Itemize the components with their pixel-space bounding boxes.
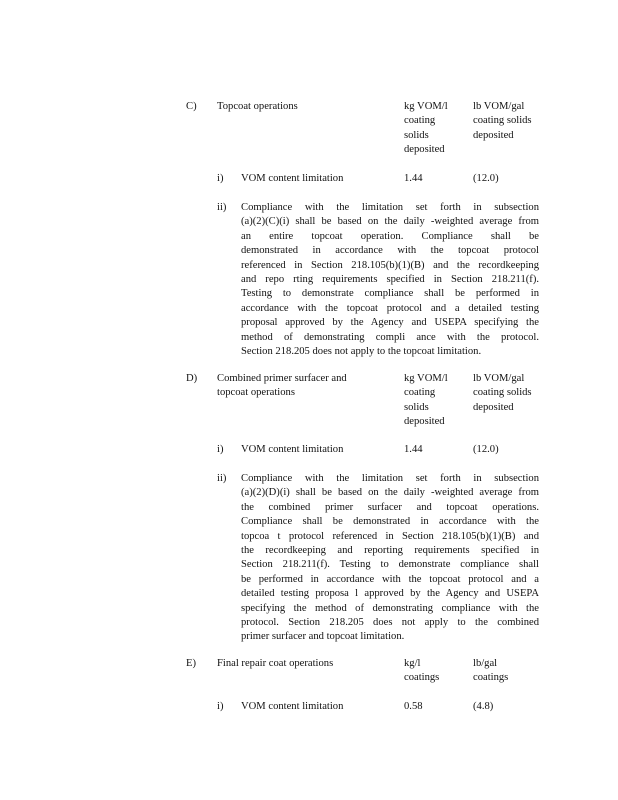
paragraph-line: topcoa t protocol referenced in Section 218.105(b)(1)(B) and [241, 530, 539, 542]
compliance-paragraph [241, 472, 539, 645]
limit-metric: 0.58 [404, 701, 423, 712]
unit-metric: kg/l coatings [404, 658, 440, 684]
paragraph-line: (a)(2)(C)(i) shall be based on the daily -weighted average from [241, 216, 539, 228]
paragraph-line: accordance with the topcoat protocol and a detailed testing [241, 302, 539, 314]
unit-imperial: lb/gal coatings [473, 658, 509, 684]
item-label: i) [217, 173, 224, 184]
paragraph-line: the combined primer surfacer and topcoat operations. [241, 501, 539, 513]
paragraph-line: method of demonstrating compli ance with the protocol. [241, 331, 539, 343]
paragraph-line: primer surfacer and topcoat limitation. [241, 631, 405, 643]
section-title: Final repair coat operations [217, 658, 334, 669]
unit-metric: kg VOM/l coating solids deposited [404, 373, 448, 428]
limit-imperial: (12.0) [473, 444, 499, 455]
item-label: ii) [217, 473, 227, 484]
item-text: VOM content limitation [241, 173, 344, 184]
paragraph-line: be performed in accordance with the topcoat protocol and a [241, 573, 539, 585]
paragraph-line: Testing to demonstrate compliance shall be performed in [241, 288, 539, 300]
paragraph-line: demonstrated in accordance with the topcoat protocol [241, 245, 539, 257]
section-label: D) [186, 373, 198, 384]
paragraph-line: Compliance shall be demonstrated in accordance with the [241, 516, 539, 528]
paragraph-line: proposal approved by the Agency and USEPA specifying the [241, 317, 539, 329]
unit-metric: kg VOM/l coating solids deposited [404, 101, 448, 156]
paragraph-line: and repo rting requirements specified in Section 218.211(f). [241, 274, 539, 286]
paragraph-line: detailed testing proposa l approved by the Agency and USEPA [241, 588, 539, 600]
unit-imperial: lb VOM/gal coating solids deposited [473, 373, 532, 413]
paragraph-line: specifying the method of demonstrating compliance with the [241, 602, 539, 614]
section-title: Combined primer surfacer and topcoat operations [217, 373, 347, 399]
paragraph-line: an entire topcoat operation. Compliance shall be [241, 230, 539, 242]
paragraph-line: Section 218.205 does not apply to the topcoat limitation. [241, 346, 482, 358]
paragraph-line: the recordkeeping and reporting requirements specified in [241, 545, 539, 557]
paragraph-line: referenced in Section 218.105(b)(1)(B) and the recordkeeping [241, 259, 539, 271]
item-text: VOM content limitation [241, 701, 344, 712]
section-title: Topcoat operations [217, 101, 298, 112]
item-text: VOM content limitation [241, 444, 344, 455]
paragraph-line: Compliance with the limitation set forth in subsection [241, 473, 539, 484]
compliance-paragraph [241, 201, 539, 359]
paragraph-line: Section 218.211(f). Testing to demonstrate compliance shall [241, 559, 539, 571]
item-label: ii) [217, 202, 227, 213]
limit-metric: 1.44 [404, 444, 423, 455]
paragraph-line: Compliance with the limitation set forth in subsection [241, 202, 539, 213]
item-label: i) [217, 444, 224, 455]
limit-imperial: (4.8) [473, 701, 494, 712]
limit-imperial: (12.0) [473, 173, 499, 184]
limit-metric: 1.44 [404, 173, 423, 184]
item-label: i) [217, 701, 224, 712]
unit-imperial: lb VOM/gal coating solids deposited [473, 101, 532, 141]
paragraph-line: (a)(2)(D)(i) shall be based on the daily -weighted average from [241, 487, 539, 499]
section-label: E) [186, 658, 196, 669]
paragraph-line: protocol. Section 218.205 does not apply to the combined [241, 617, 539, 629]
section-label: C) [186, 101, 197, 112]
